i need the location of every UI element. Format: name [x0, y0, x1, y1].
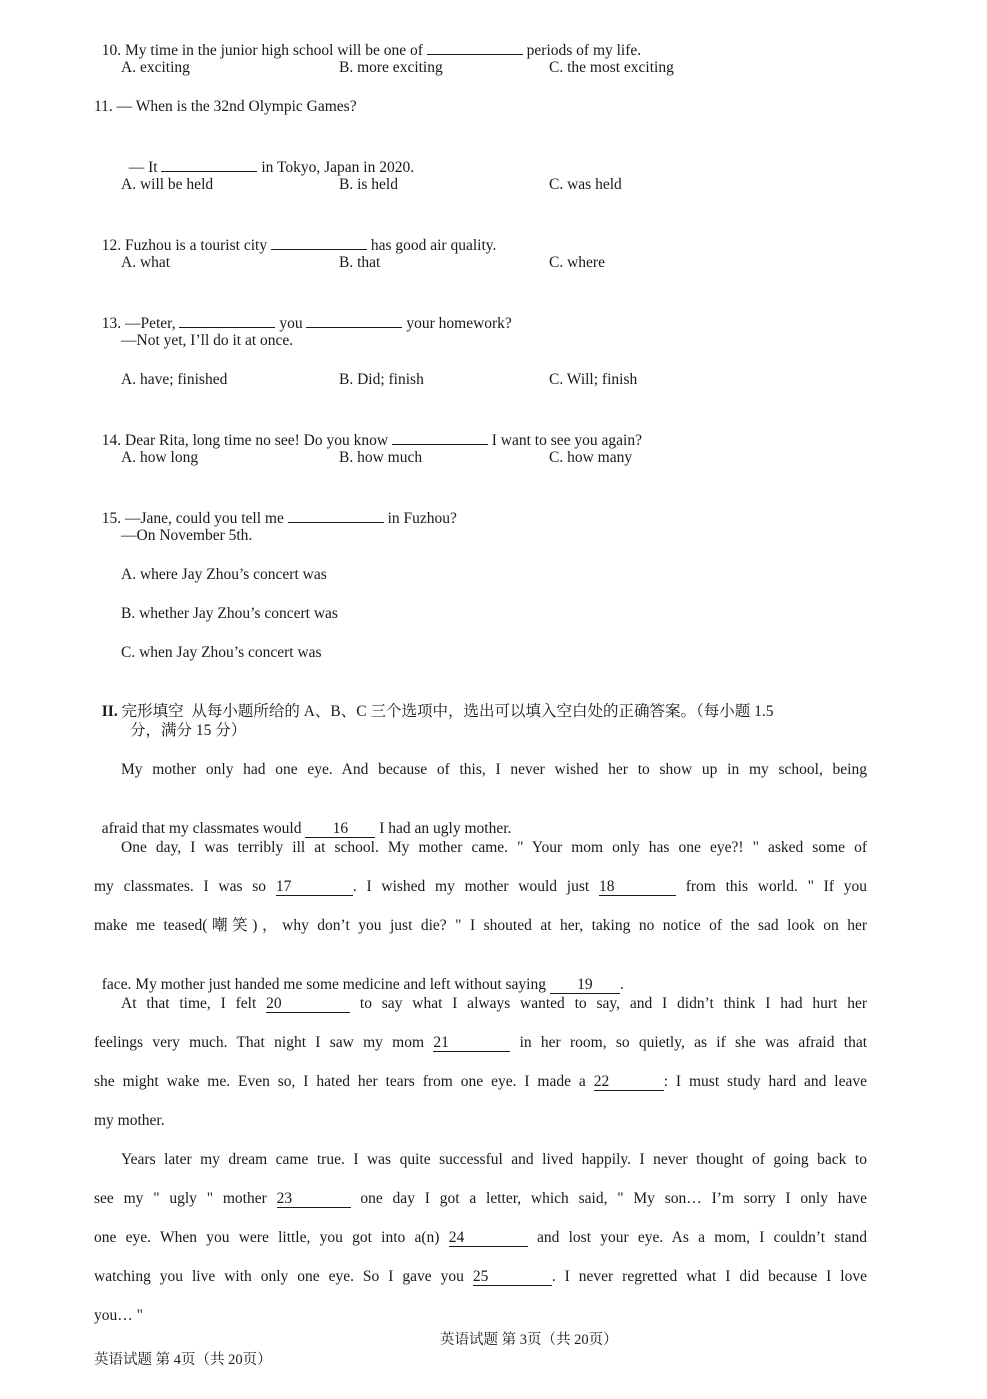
passage-line: At that time, I felt 20 to say what I always wanted to say, and I didn’t think I had hurt her	[121, 995, 868, 1012]
section-number: II.	[101, 703, 118, 720]
answer-blank	[392, 429, 488, 445]
question-14-stem: 14. Dear Rita, long time no see! Do you know I want to see you again?	[94, 409, 642, 451]
question-13-stem: 13. —Peter, you your homework?	[94, 292, 512, 334]
answer-blank	[288, 507, 384, 523]
q15-option-b: B. whether Jay Zhou’s concert was	[121, 605, 338, 622]
q10-option-b: B. more exciting	[339, 59, 443, 76]
passage-line: feelings very much. That night I saw my mom 21 in her room, so quietly, as if she was afraid that	[94, 1034, 868, 1051]
q15-option-a: A. where Jay Zhou’s concert was	[121, 566, 327, 583]
numbered-blank: 22	[594, 1073, 664, 1091]
q12-option-b: B. that	[339, 254, 381, 271]
numbered-blank: 18	[599, 878, 676, 896]
q14-option-c: C. how many	[549, 449, 633, 466]
section-instructions-cont: 分，满分 15 分）	[130, 722, 247, 739]
q11-option-b: B. is held	[339, 176, 398, 193]
passage-line: afraid that my classmates would 16 I had an ugly mother.	[101, 820, 512, 837]
passage-line: watching you live with only one eye. So I gave you 25 . I never regretted what I did because I love	[94, 1268, 867, 1285]
passage-line: see my " ugly " mother 23 one day I got a letter, which said, " My son… I’m sorry I only have	[94, 1190, 868, 1207]
answer-blank	[306, 312, 402, 328]
section-heading	[94, 682, 773, 722]
q15-option-c: C. when Jay Zhou’s concert was	[121, 644, 322, 661]
answer-blank	[161, 156, 257, 172]
q13-option-a: A. have; finished	[121, 371, 228, 388]
page-footer-center: 英语试题 第 3页（共 20页）	[440, 1332, 618, 1348]
q13-option-b: B. Did; finish	[339, 371, 424, 388]
section-instructions: 完形填空 从每小题所给的 A、B、C 三个选项中，选出可以填入空白处的正确答案。（每小题 1.5	[117, 703, 774, 720]
numbered-blank: 25	[473, 1268, 552, 1286]
passage-line: my mother.	[94, 1112, 165, 1129]
question-15-stem: 15. —Jane, could you tell me in Fuzhou?	[94, 487, 457, 529]
passage-line: one eye. When you were little, you got into a(n) 24 and lost your eye. As a mom, I couldn’t stand	[94, 1229, 868, 1246]
q14-option-b: B. how much	[339, 449, 423, 466]
answer-blank	[179, 312, 275, 328]
passage-line: make me teased(嘲笑)，why don’t you just die? " I shouted at her, taking no notice of the sad look on her	[94, 917, 867, 934]
numbered-blank: 16	[305, 820, 375, 838]
question-13-reply: —Not yet, I’ll do it at once.	[121, 332, 294, 349]
page-footer-left: 英语试题 第 4页（共 20页）	[94, 1352, 272, 1368]
q12-option-c: C. where	[549, 254, 605, 271]
q10-option-c: C. the most exciting	[549, 59, 674, 76]
question-10-stem: 10. My time in the junior high school will be one of periods of my life.	[94, 19, 641, 61]
passage-line: you… "	[94, 1307, 143, 1324]
numbered-blank: 19	[550, 976, 620, 994]
q12-option-a: A. what	[121, 254, 171, 271]
numbered-blank: 17	[276, 878, 353, 896]
q11-option-a: A. will be held	[121, 176, 214, 193]
passage-line: My mother only had one eye. And because of this, I never wished her to show up in my school, being	[121, 761, 867, 778]
q14-option-a: A. how long	[121, 449, 199, 466]
q13-option-c: C. Will; finish	[549, 371, 638, 388]
numbered-blank: 24	[449, 1229, 528, 1247]
passage-line: she might wake me. Even so, I hated her tears from one eye. I made a 22 : I must study hard and leave	[94, 1073, 867, 1090]
q10-option-a: A. exciting	[121, 59, 190, 76]
numbered-blank: 20	[266, 995, 350, 1013]
question-11-reply: — It in Tokyo, Japan in 2020.	[121, 136, 414, 178]
question-12-stem: 12. Fuzhou is a tourist city has good air quality.	[94, 214, 496, 256]
passage-line: One day, I was terribly ill at school. My mother came. " Your mom only has one eye?! " asked some of	[121, 839, 867, 856]
passage-line: my classmates. I was so 17 . I wished my mother would just 18 from this world. " If you	[94, 878, 868, 895]
question-15-reply: —On November 5th.	[121, 527, 253, 544]
passage-line: face. My mother just handed me some medicine and left without saying 19 .	[101, 976, 624, 993]
answer-blank	[427, 39, 523, 55]
answer-blank	[271, 234, 367, 250]
numbered-blank: 21	[433, 1034, 510, 1052]
question-11-stem: 11. — When is the 32nd Olympic Games?	[94, 98, 357, 115]
passage-line: Years later my dream came true. I was quite successful and lived happily. I never thought of going back to	[121, 1151, 867, 1168]
q11-option-c: C. was held	[549, 176, 622, 193]
numbered-blank: 23	[277, 1190, 351, 1208]
